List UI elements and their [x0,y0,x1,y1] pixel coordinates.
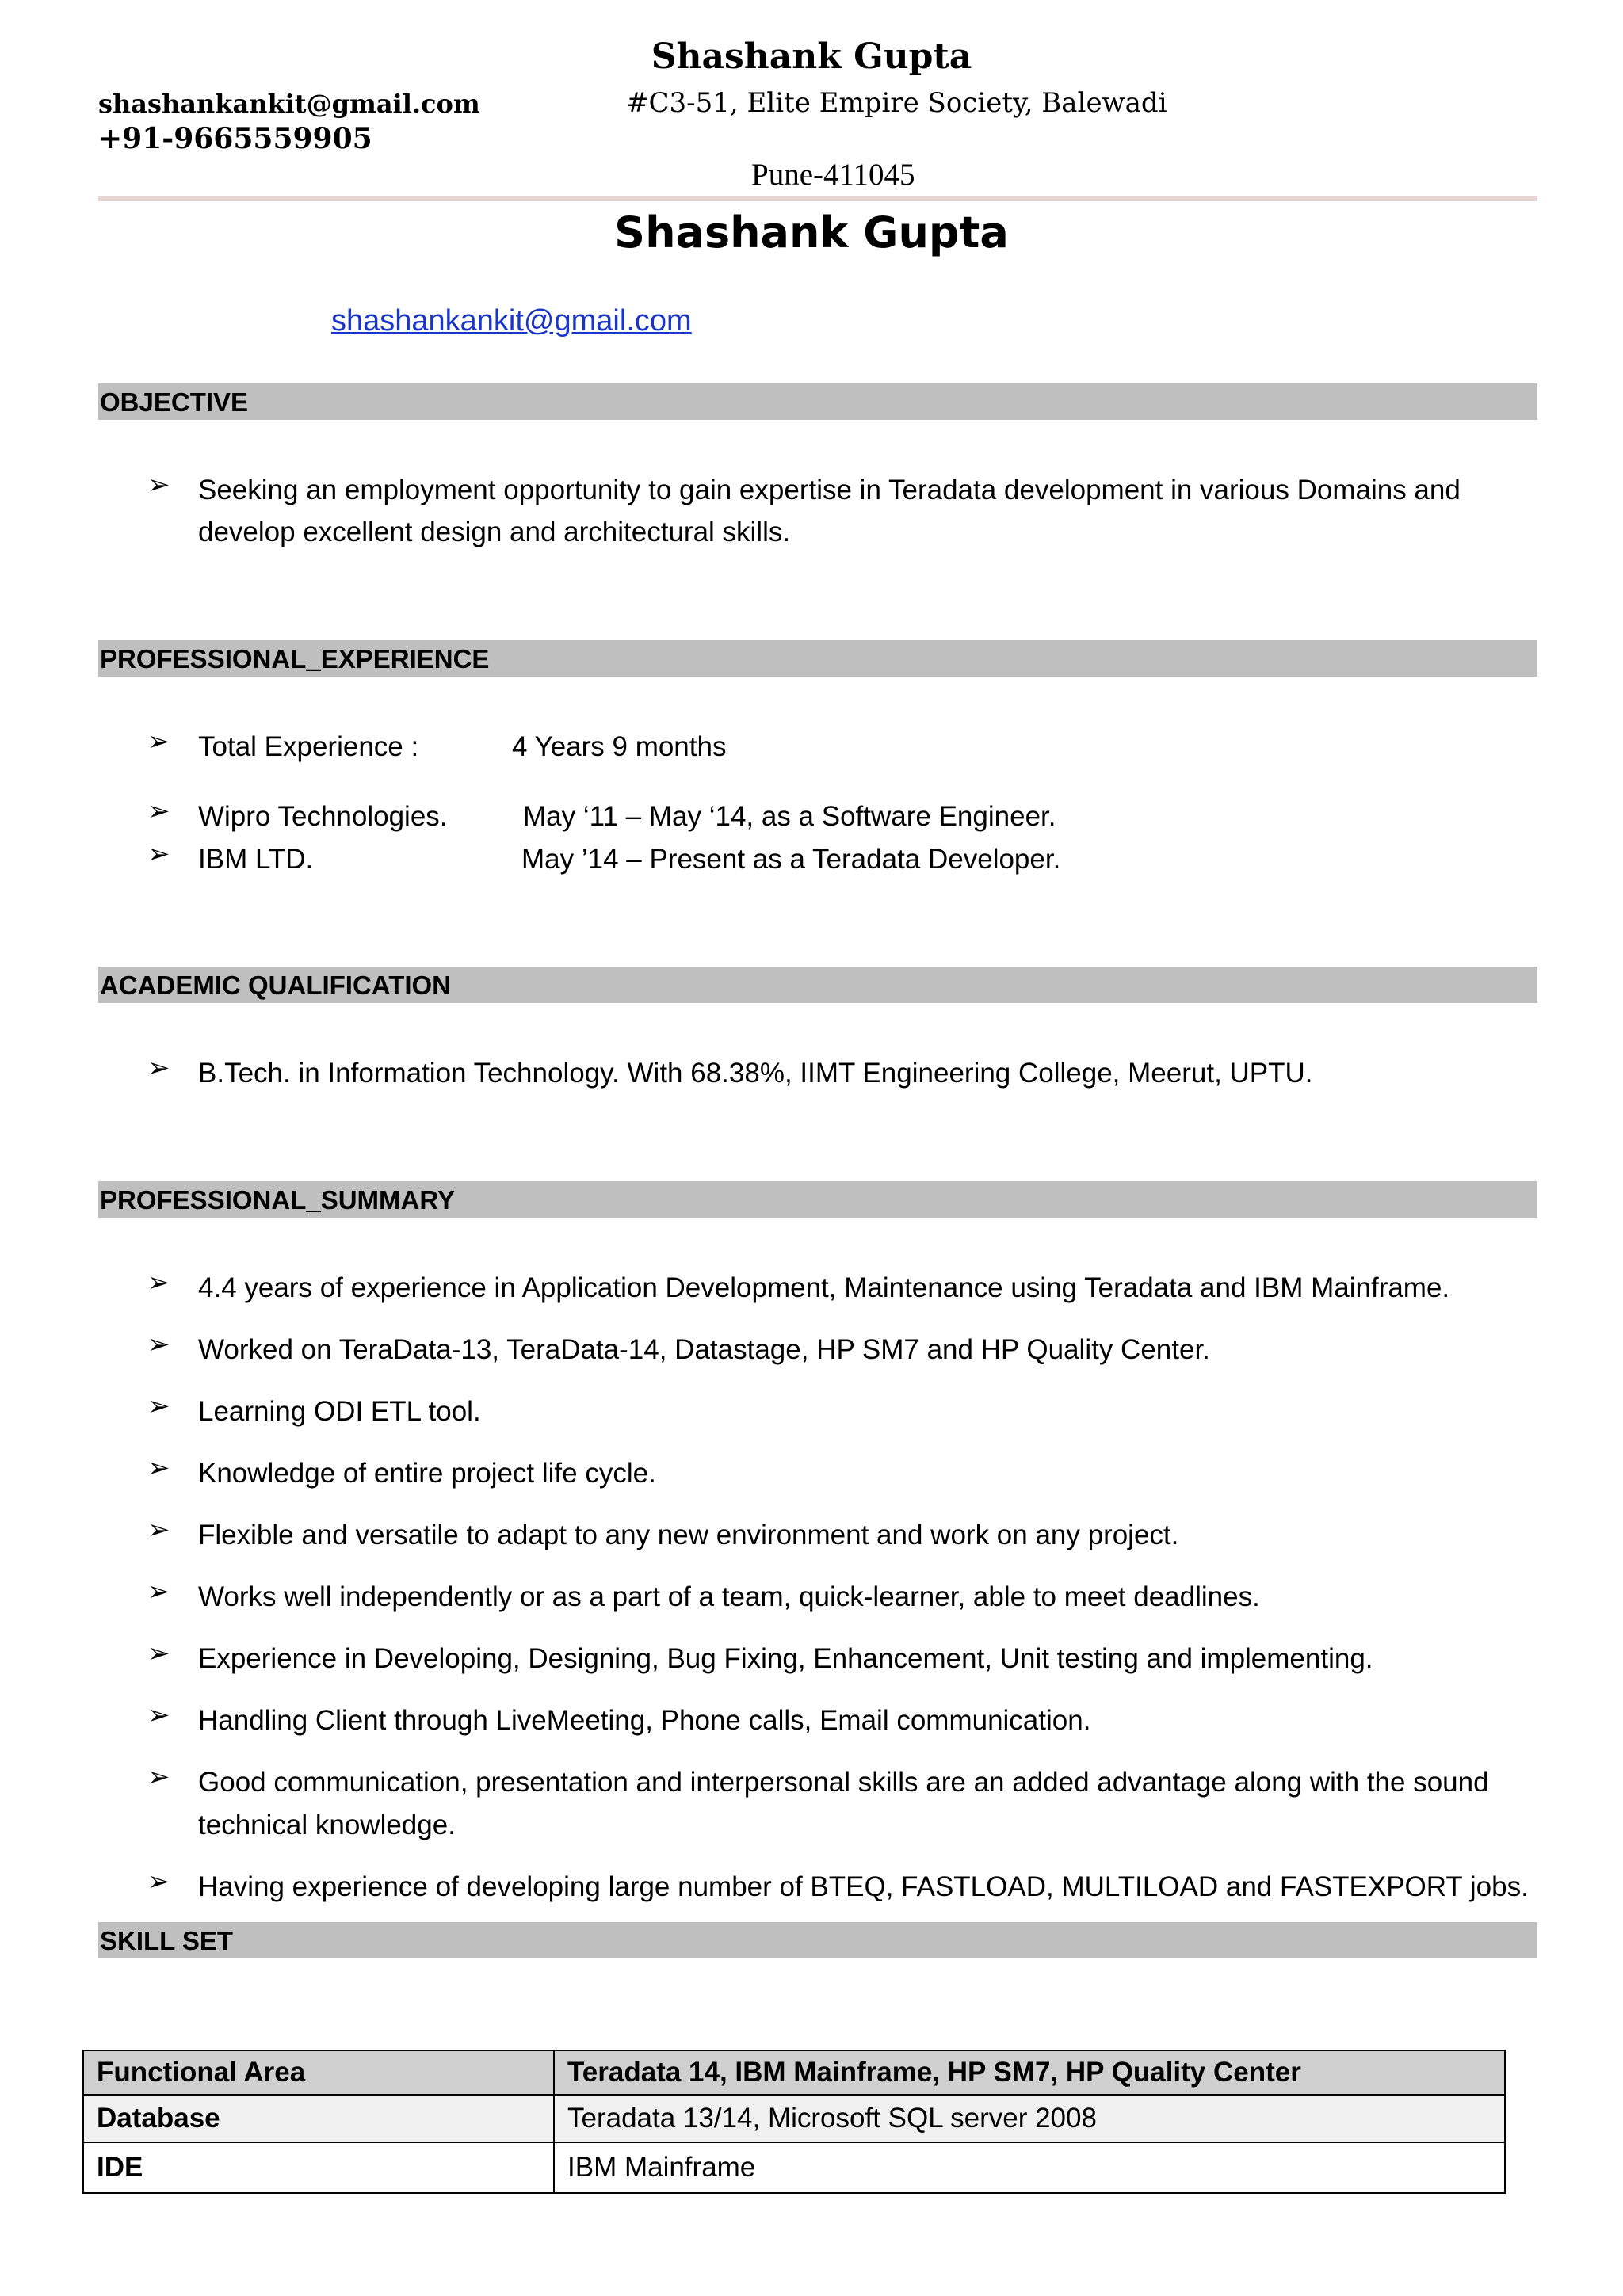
email-link[interactable]: shashankankit@gmail.com [331,304,692,338]
job-detail: May ‘11 – May ‘14, as a Software Engineer. [523,801,1056,832]
arrow-bullet-icon: ➢ [147,1452,170,1484]
table-row [83,2050,1505,2095]
section-title-experience: PROFESSIONAL_EXPERIENCE [100,644,490,673]
section-experience [98,640,1537,677]
arrow-bullet-icon: ➢ [147,1761,170,1793]
job-detail: May ’14 – Present as a Teradata Developer. [521,844,1061,875]
table-cell-area: IDE [83,2142,554,2193]
section-academic [98,967,1537,1003]
section-skills [98,1922,1537,1958]
section-objective [98,383,1537,420]
arrow-bullet-icon: ➢ [147,1267,170,1299]
arrow-bullet-icon: ➢ [147,1866,170,1897]
arrow-bullet-icon: ➢ [147,469,170,501]
skills-table [82,2050,1506,2194]
header-email: shashankankit@gmail.com [98,89,480,119]
table-cell-value: IBM Mainframe [554,2142,1505,2193]
header-address-line2: Pune-411045 [751,158,915,192]
page-title: Shashank Gupta [614,208,1009,257]
header-name: Shashank Gupta [651,36,972,77]
header-address-line1: #C3-51, Elite Empire Society, Balewadi [626,87,1167,119]
table-row [83,2095,1505,2142]
table-cell-value: Teradata 13/14, Microsoft SQL server 2008 [554,2095,1505,2142]
arrow-bullet-icon: ➢ [147,1638,170,1669]
resume-page: Shashank Gupta shashankankit@gmail.com +91-9665559905 #C3-51, Elite Empire Society, Balewadi Pune-411045 Shashank Gupta shashankankit@gmail.com OBJECTIVE ➢ Seeking an employment opportunity to gain expertise in Teradata development in various Domains and develop excellent design and architectural skills. PROFESSIONAL_EXPERIENCE ➢ Total Experience : 4 Years 9 months ➢ Wipro Technologies. May ‘11 – May ‘14, as a Software Engineer. ➢ IBM LTD. May ’14 – Present as a Teradata Developer. ACADEMIC QUALIFICATION ➢ B.Tech. in Information Technology. With 68.38%, IIMT Engineering College, Meerut, UPTU. PROFESSIONAL_SUMMARY ➢ 4.4 years of experience in Application Development, Maintenance using Teradata and IBM Mainframe. ➢ Worked on TeraData-13, TeraData-14, Datastage, HP SM7 and HP Quality Center. ➢ Learning ODI ETL tool. ➢ Knowledge of entire project life cycle. ➢ Flexible and versatile to adapt to any new environment and work on any project. ➢ Works well independently or as a part of a team, quick-learner, able to meet deadlines. ➢ Experience in Developing, Designing, Bug Fixing, Enhancement, Unit testing and implementing. ➢ Handling Client through LiveMeeting, Phone calls, Email communication. ➢ Good communication, presentation and interpersonal skills are an added advantage along with the sound technical knowledge. ➢ Having experience of developing large number of BTEQ, FASTLOAD, MULTILOAD and FASTEXPORT jobs. SKILL SET Functional Area Teradata 14, IBM Mainframe, HP SM7, HP Quality Center Database Teradata 13/14, Microsoft SQL server 2008 IDE IBM Mainframe [0,0,1623,2296]
total-experience-label: Total Experience : [198,731,419,762]
arrow-bullet-icon: ➢ [147,726,170,757]
section-title-objective: OBJECTIVE [100,387,249,417]
section-summary [98,1181,1537,1218]
arrow-bullet-icon: ➢ [147,1390,170,1422]
total-experience-value: 4 Years 9 months [512,731,727,762]
table-row [83,2142,1505,2193]
section-title-academic: ACADEMIC QUALIFICATION [100,971,452,1000]
arrow-bullet-icon: ➢ [147,1052,170,1084]
table-cell-area: Functional Area [83,2050,554,2095]
arrow-bullet-icon: ➢ [147,1699,170,1731]
job-company: Wipro Technologies. [198,801,448,832]
job-company: IBM LTD. [198,844,314,875]
arrow-bullet-icon: ➢ [147,1329,170,1360]
section-title-summary: PROFESSIONAL_SUMMARY [100,1185,455,1215]
header-divider [98,196,1537,201]
arrow-bullet-icon: ➢ [147,1576,170,1608]
table-cell-value: Teradata 14, IBM Mainframe, HP SM7, HP Quality Center [554,2050,1505,2095]
table-cell-area: Database [83,2095,554,2142]
section-title-skills: SKILL SET [100,1926,234,1955]
arrow-bullet-icon: ➢ [147,795,170,827]
arrow-bullet-icon: ➢ [147,1514,170,1546]
arrow-bullet-icon: ➢ [147,838,170,870]
header-phone: +91-9665559905 [98,122,372,155]
